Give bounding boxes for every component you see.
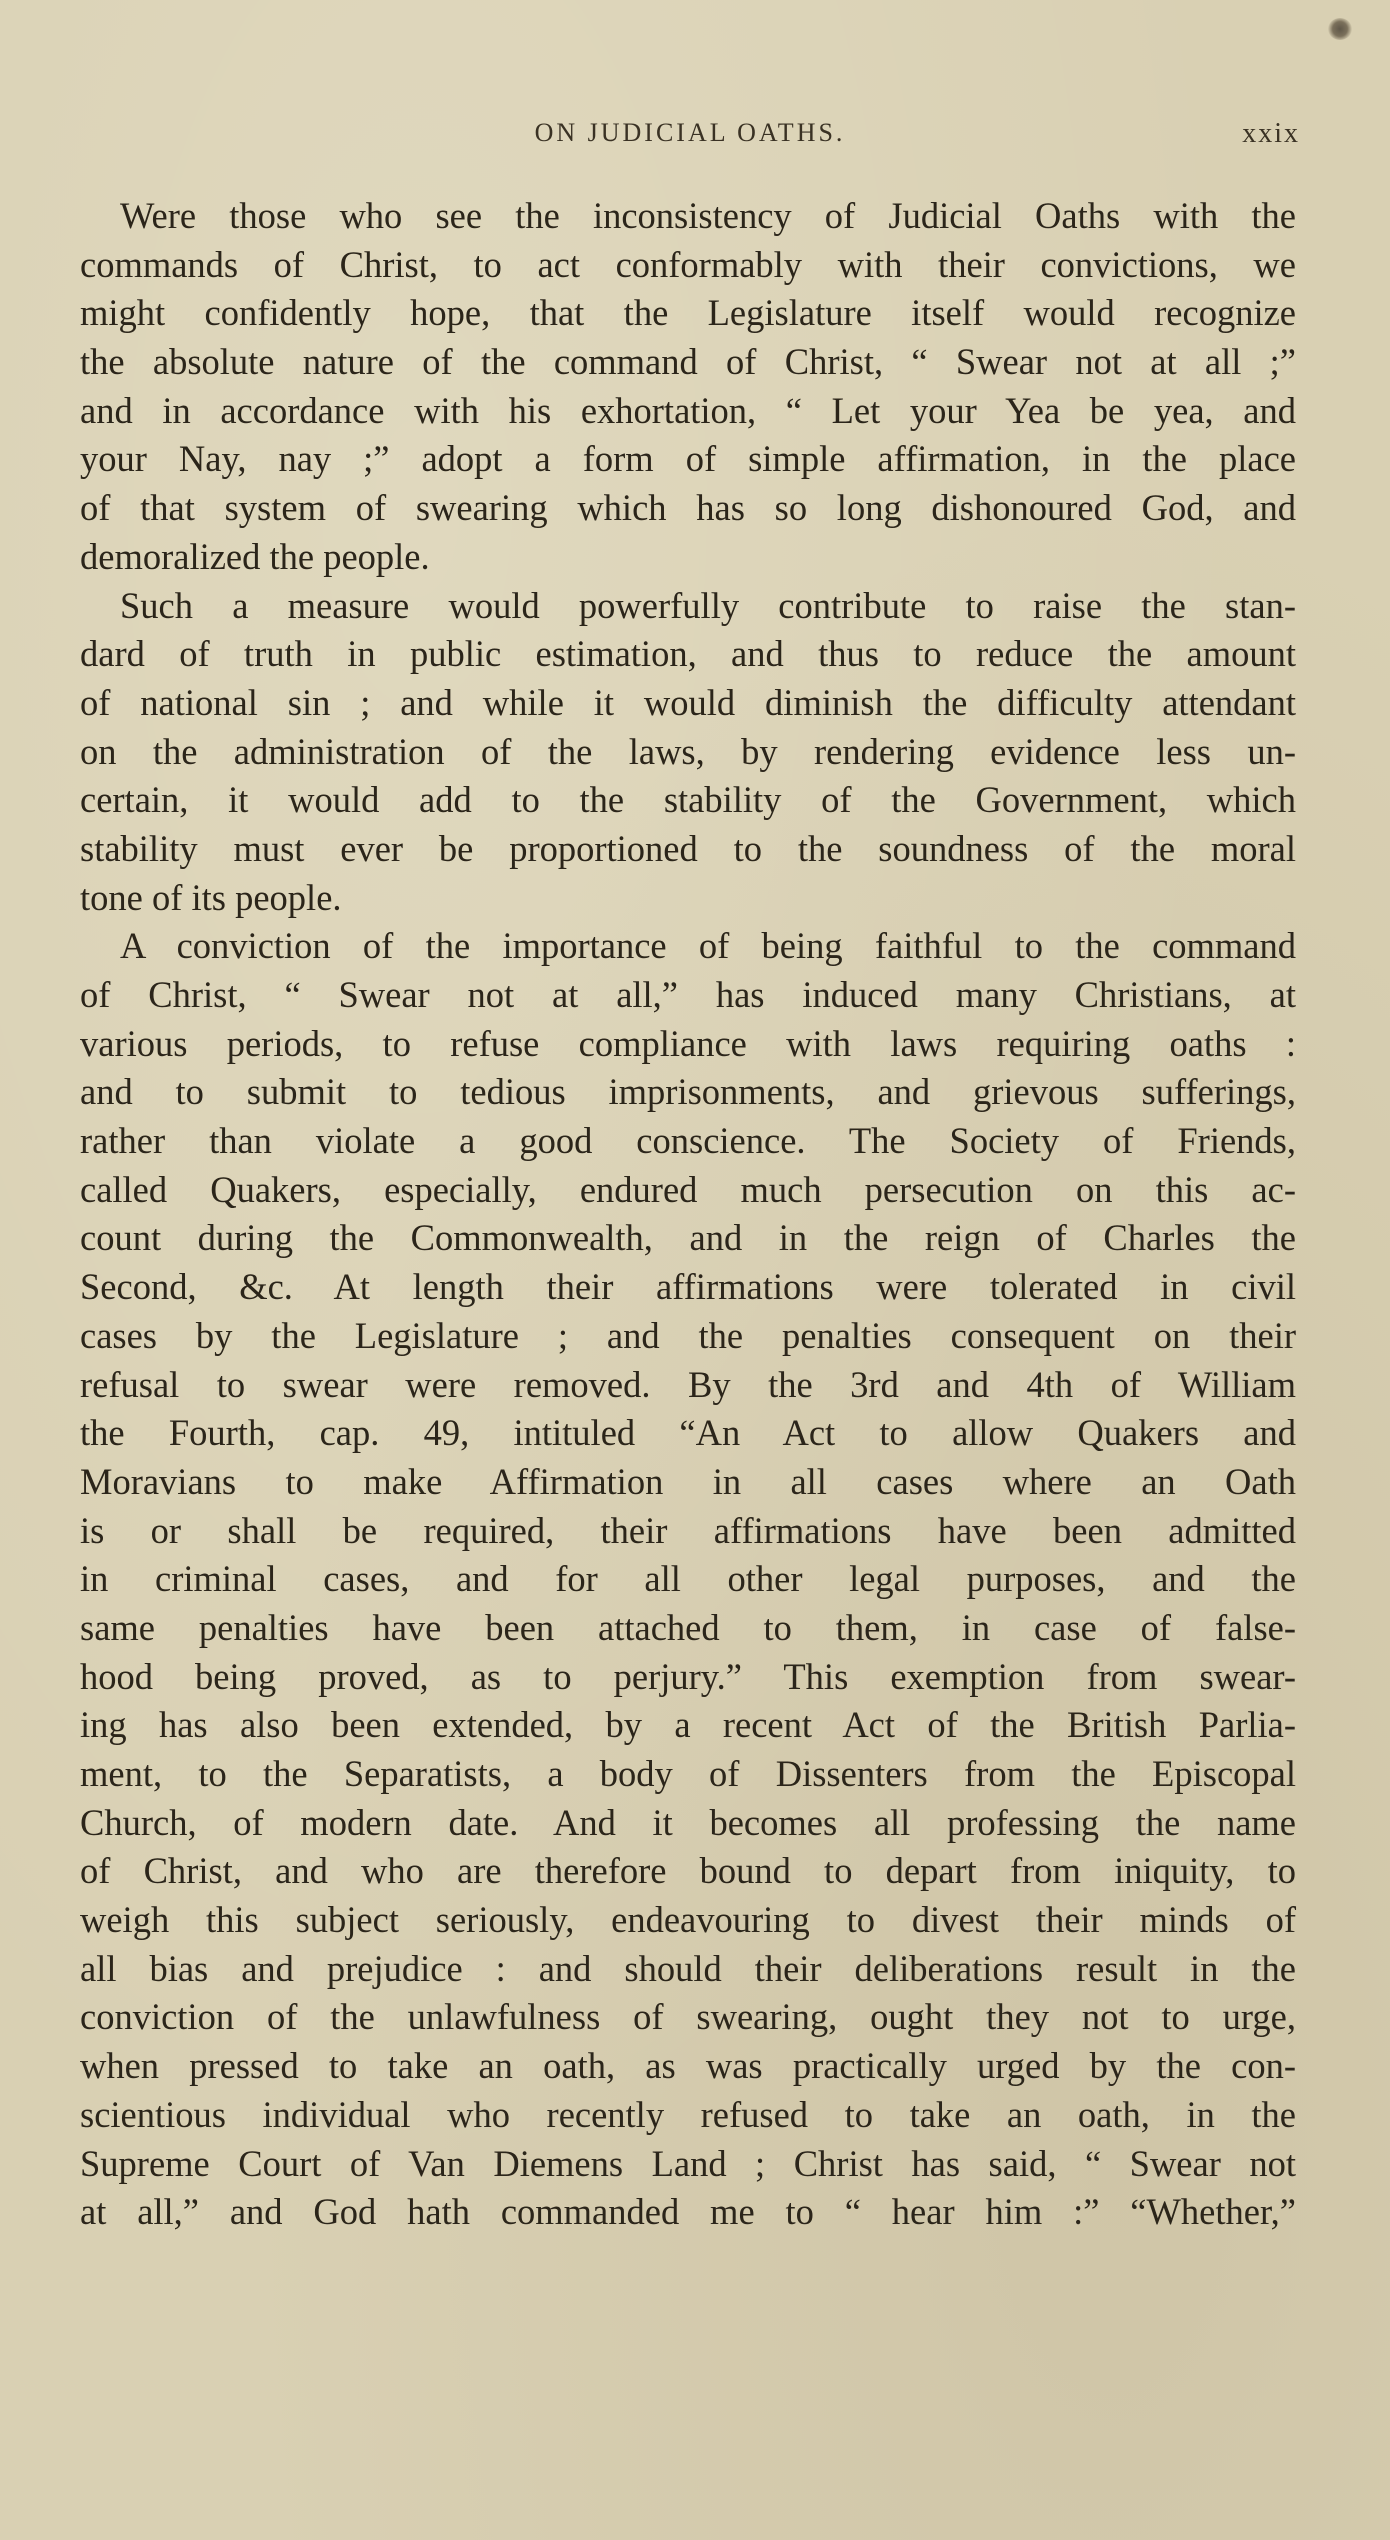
text-line: Such a measure would powerfully contribute to raise the stan- [120,584,1296,626]
text-line: of Christ, “ Swear not at all,” has induced many Christians, at [80,974,1296,1015]
text-line: cases by the Legislature ; and the penalties consequent on their [80,1314,1296,1356]
text-line: commands of Christ, to act conformably with their convictions, we [80,243,1296,285]
text-line: conviction of the unlawfulness of swearing, ought they not to urge, [80,1996,1296,2038]
ink-speck [1328,18,1352,40]
text-line: dard of truth in public estimation, and thus to reduce the amount [80,633,1296,675]
text-line: of Christ, and who are therefore bound to depart from iniquity, to [80,1850,1296,1892]
text-line: Second, &c. At length their affirmations were tolerated in civil [80,1266,1296,1308]
page-number: xxix [1242,118,1300,149]
text-line: Supreme Court of Van Diemens Land ; Christ has said, “ Swear not [80,2142,1296,2184]
text-line: all bias and prejudice : and should their deliberations result in the [80,1947,1296,1989]
text-line: stability must ever be proportioned to the soundness of the moral [80,827,1296,869]
text-line: ing has also been extended, by a recent Act of the British Parlia- [80,1704,1296,1746]
text-line: is or shall be required, their affirmations have been admitted [80,1509,1296,1551]
text-line: same penalties have been attached to them, in case of false- [80,1606,1296,1648]
text-line: and to submit to tedious imprisonments, and grievous sufferings, [80,1071,1296,1113]
text-line: when pressed to take an oath, as was practically urged by the con- [80,2045,1296,2087]
text-line: tone of its people. [80,876,342,918]
text-line: at all,” and God hath commanded me to “ hear him :” “Whether,” [80,2191,1296,2233]
text-line: rather than violate a good conscience. The Society of Friends, [80,1120,1296,1162]
text-line: the Fourth, cap. 49, intituled “An Act to allow Quakers and [80,1412,1296,1454]
text-line: certain, it would add to the stability of the Government, which [80,779,1296,821]
text-line: and in accordance with his exhortation, “ Let your Yea be yea, and [80,389,1296,431]
text-line: on the administration of the laws, by rendering evidence less un- [80,730,1296,772]
body-text [80,192,1296,2237]
text-line: your Nay, nay ;” adopt a form of simple affirmation, in the place [80,438,1296,480]
text-line: of national sin ; and while it would diminish the difficulty attendant [80,681,1296,723]
text-line: Moravians to make Affirmation in all cases where an Oath [80,1460,1296,1502]
text-line: A conviction of the importance of being faithful to the command [120,925,1296,967]
text-line: weigh this subject seriously, endeavouring to divest their minds of [80,1899,1296,1941]
running-title: ON JUDICIAL OATHS. [534,118,846,147]
text-line: might confidently hope, that the Legislature itself would recognize [80,292,1296,334]
text-line: the absolute nature of the command of Christ, “ Swear not at all ;” [80,341,1296,383]
text-line: Were those who see the inconsistency of Judicial Oaths with the [120,195,1296,236]
text-line: scientious individual who recently refused to take an oath, in the [80,2093,1296,2135]
text-line: demoralized the people. [80,535,430,577]
text-line: hood being proved, as to perjury.” This exemption from swear- [80,1655,1296,1697]
text-line: called Quakers, especially, endured much persecution on this ac- [80,1168,1296,1210]
text-line: various periods, to refuse compliance with laws requiring oaths : [80,1022,1296,1064]
text-line: of that system of swearing which has so long dishonoured God, and [80,487,1296,529]
page-header [80,118,1300,158]
text-line: ment, to the Separatists, a body of Dissenters from the Episcopal [80,1753,1296,1794]
text-line: Church, of modern date. And it becomes all professing the name [80,1801,1296,1843]
text-line: in criminal cases, and for all other legal purposes, and the [80,1558,1296,1600]
text-line: refusal to swear were removed. By the 3rd and 4th of William [80,1363,1296,1405]
text-line: count during the Commonwealth, and in the reign of Charles the [80,1217,1296,1259]
